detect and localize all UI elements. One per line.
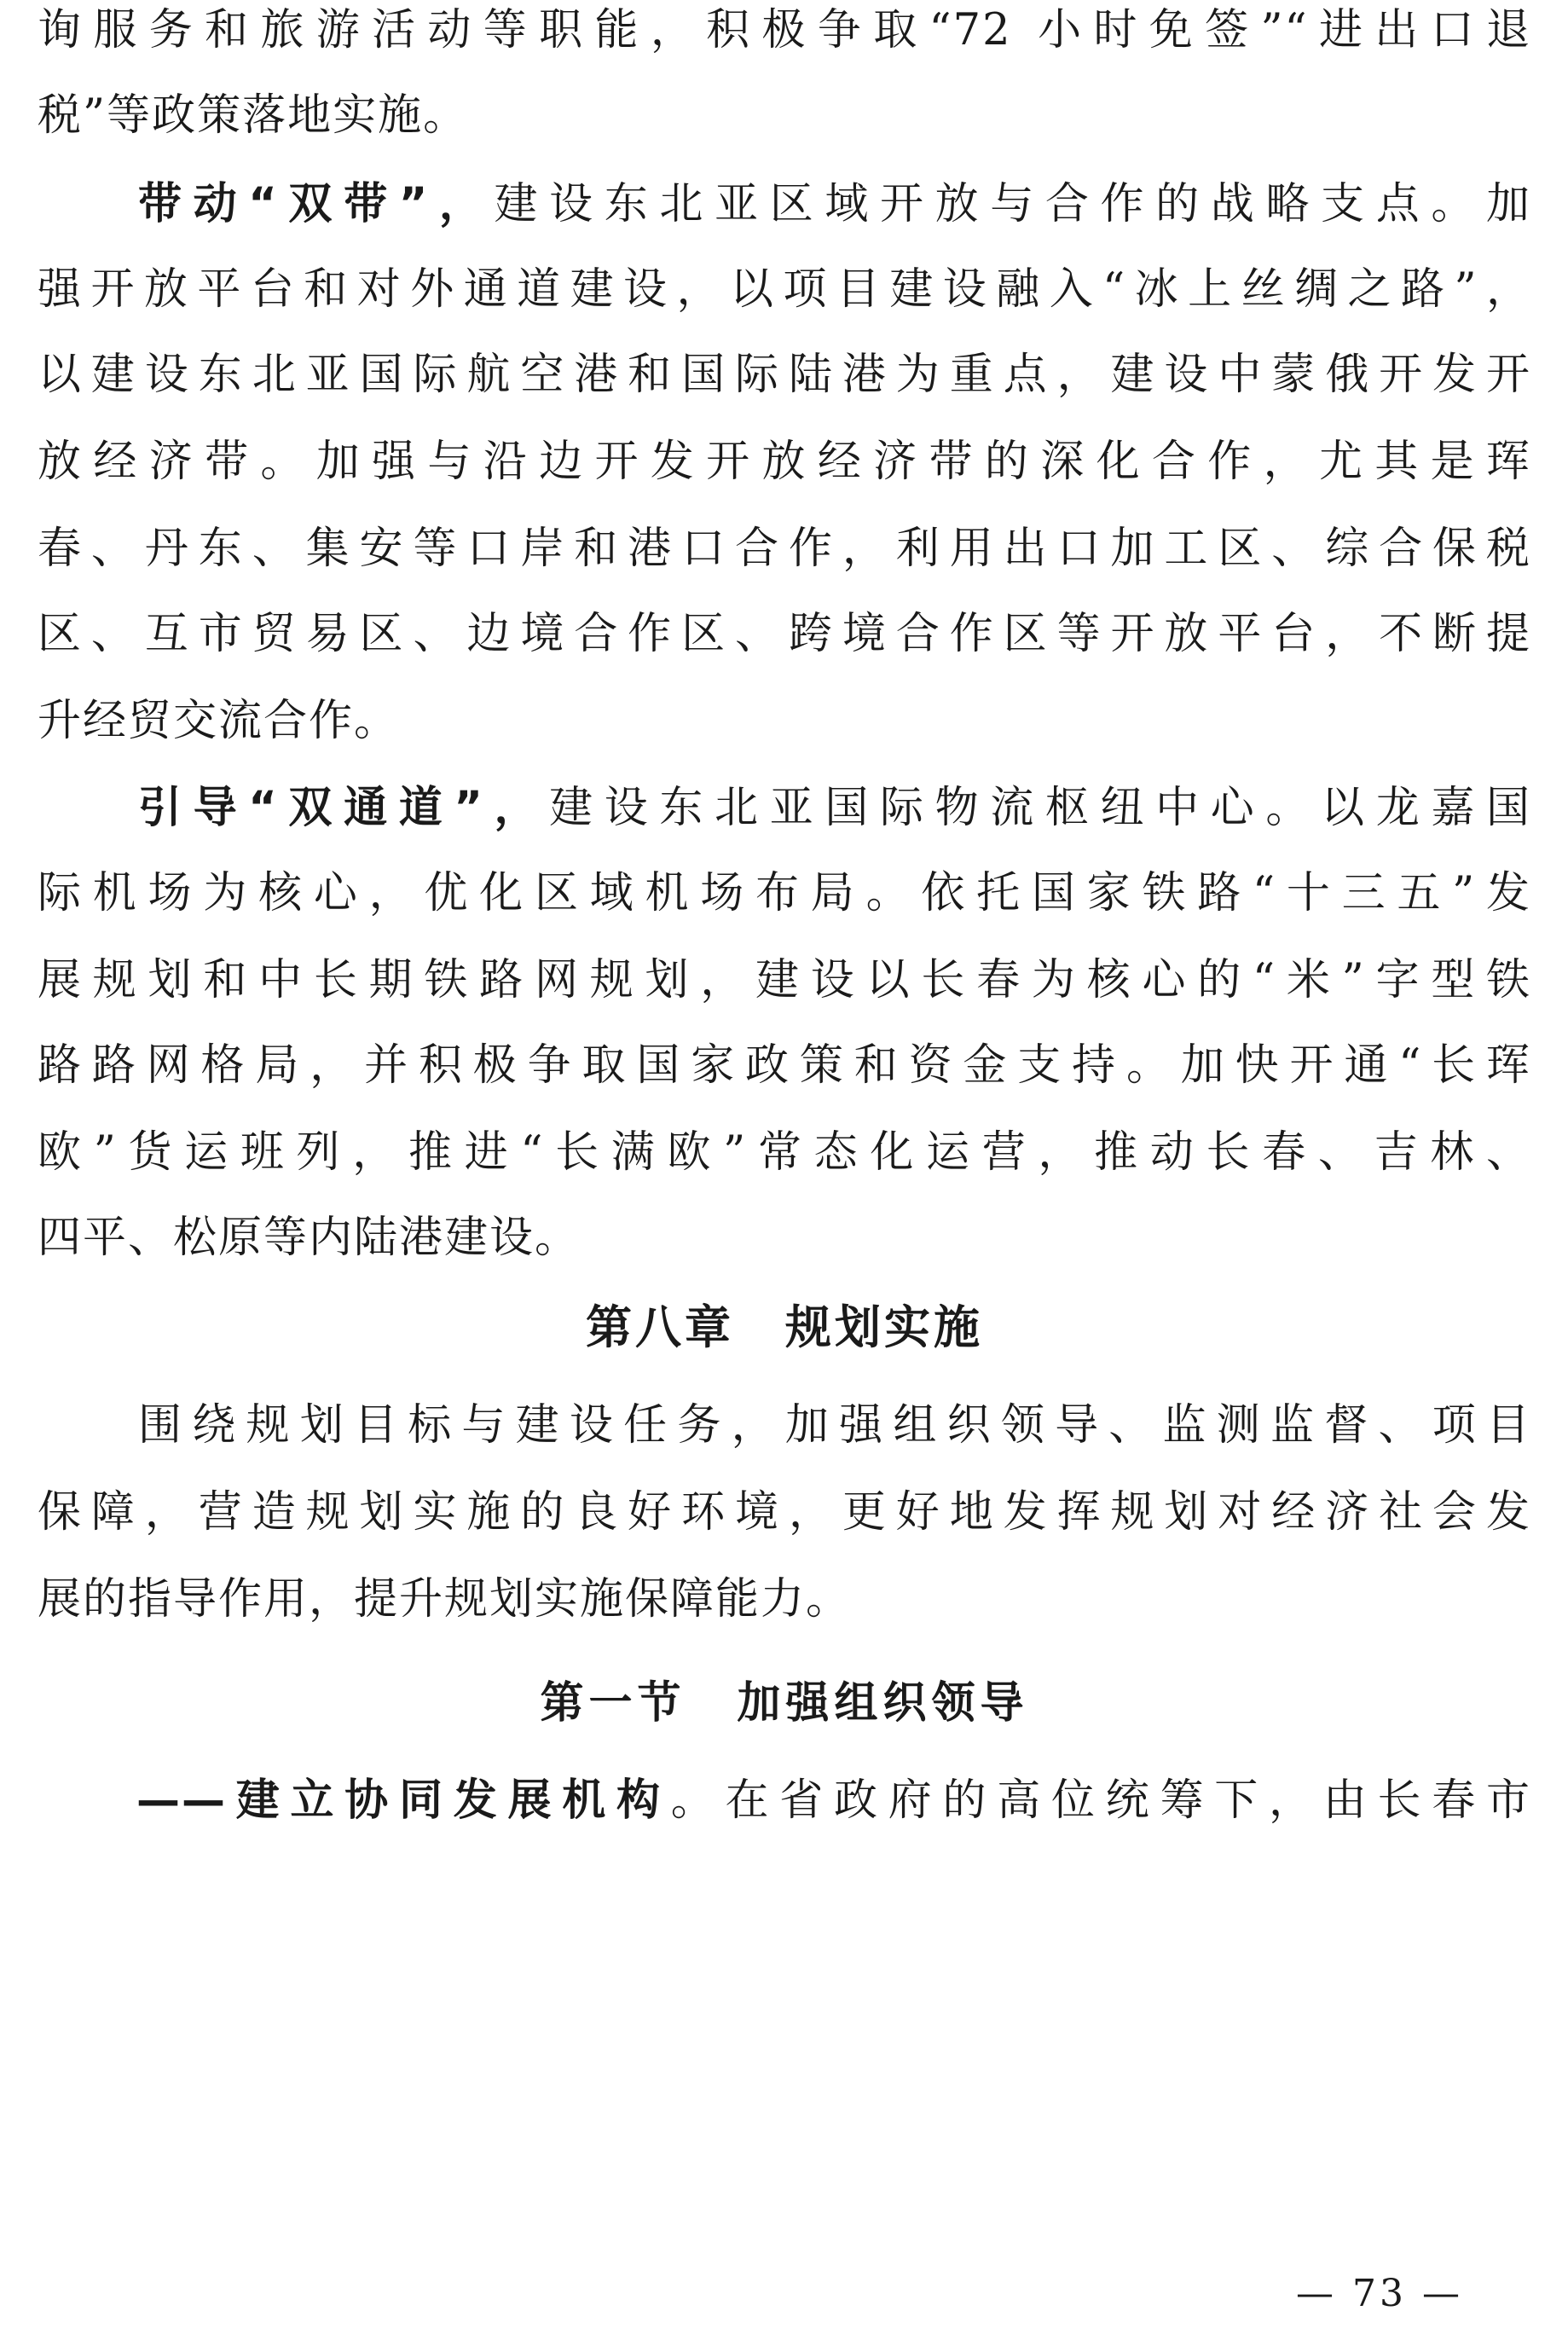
section-number: 第一节 — [540, 1678, 686, 1729]
body-line: 四平、松原等内陆港建设。 — [38, 1213, 581, 1263]
chapter-heading — [38, 1298, 1531, 1358]
body-line: 春、丹东、集安等口岸和港口合作，利用出口加工区、综合保税 — [38, 524, 1531, 574]
bold-lead: 带动“双带”， — [138, 179, 495, 229]
body-line: 强开放平台和对外通道建设，以项目建设融入“冰上丝绸之路”， — [38, 264, 1531, 315]
line-text: 建设东北亚区域开放与合作的战略支点。加 — [494, 179, 1531, 229]
body-line: 路路网格局，并积极争取国家政策和资金支持。加快开通“长珲 — [38, 1040, 1531, 1091]
body-line: 升经贸交流合作。 — [38, 696, 400, 746]
body-line: 税”等政策落地实施。 — [38, 90, 469, 141]
body-line: 区、互市贸易区、边境合作区、跨境合作区等开放平台，不断提 — [38, 609, 1531, 659]
paragraph-line — [38, 177, 1531, 232]
body-line: 以建设东北亚国际航空港和国际陆港为重点，建设中蒙俄开发开 — [38, 350, 1531, 400]
body-line: 际机场为核心，优化区域机场布局。依托国家铁路“十三五”发 — [38, 868, 1531, 918]
line-text: 建设东北亚国际物流枢纽中心。以龙嘉国 — [549, 783, 1531, 833]
paragraph-line — [38, 1774, 1531, 1828]
section-title: 加强组织领导 — [737, 1678, 1029, 1729]
section-heading — [38, 1677, 1531, 1731]
intro-line: 展的指导作用，提升规划实施保障能力。 — [38, 1574, 852, 1625]
chapter-number: 第八章 — [586, 1300, 734, 1354]
chapter-title: 规划实施 — [785, 1300, 983, 1354]
intro-line: 围绕规划目标与建设任务，加强组织领导、监测监督、项目 — [138, 1400, 1531, 1451]
body-line: 询服务和旅游活动等职能，积极争取“72 小时免签”“进出口退 — [38, 5, 1531, 55]
body-line: 展规划和中长期铁路网规划，建设以长春为核心的“米”字型铁 — [38, 955, 1531, 1005]
body-line: 放经济带。加强与沿边开发开放经济带的深化合作，尤其是珲 — [38, 437, 1531, 487]
page-number: — 73 — — [1296, 2272, 1463, 2315]
paragraph-line — [38, 781, 1531, 836]
intro-line: 保障，营造规划实施的良好环境，更好地发挥规划对经济社会发 — [38, 1487, 1531, 1538]
line-text: 。在省政府的高位统筹下，由长春市 — [670, 1775, 1531, 1826]
bold-lead: ——建立协同发展机构 — [136, 1775, 671, 1826]
bold-lead: 引导“双通道”， — [138, 783, 550, 833]
body-line: 欧”货运班列，推进“长满欧”常态化运营，推动长春、吉林、 — [38, 1127, 1531, 1178]
